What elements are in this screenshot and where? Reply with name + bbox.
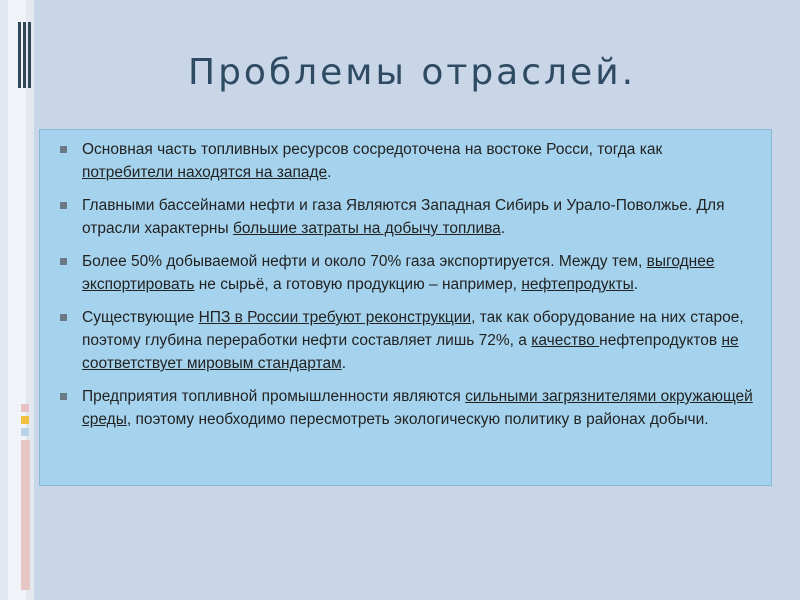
- bullet-text: .: [341, 355, 347, 372]
- bullet-item: [82, 306, 757, 375]
- decorative-color-block: [21, 440, 30, 590]
- content-box: [39, 129, 772, 486]
- decorative-bar: [23, 22, 26, 88]
- bullet-emphasis-text: выгоднее экспортировать: [82, 253, 715, 293]
- bullet-item: [82, 194, 757, 240]
- bullet-text: , поэтому необходимо пересмотреть экологическую политику в районах добычи.: [126, 411, 709, 428]
- bullet-list: [40, 130, 771, 431]
- slide-title: Проблемы отраслей.: [188, 52, 637, 93]
- bullet-marker-icon: [60, 146, 67, 153]
- bullet-text: .: [500, 220, 506, 237]
- bullet-item: [82, 138, 757, 184]
- bullet-text: Более 50% добываемой нефти и около 70% газа экспортируется. Между тем,: [82, 253, 647, 270]
- bullet-emphasis-text: нефтепродукты: [521, 276, 634, 293]
- bullet-item: [82, 385, 757, 431]
- bullet-text: .: [327, 164, 332, 181]
- decorative-square: [21, 416, 29, 424]
- bullet-marker-icon: [60, 202, 67, 209]
- bullet-text: Предприятия топливной промышленности являются: [82, 388, 466, 405]
- decorative-bars: [18, 22, 32, 88]
- bullet-text: не сырьё, а готовую продукцию – например,: [194, 276, 522, 293]
- bullet-item: [82, 250, 757, 296]
- bullet-marker-icon: [60, 258, 67, 265]
- bullet-text: .: [633, 276, 639, 293]
- decorative-bar: [18, 22, 21, 88]
- bullet-text: Основная часть топливных ресурсов сосредоточена на востоке Росси, тогда как: [82, 141, 663, 158]
- decorative-bar: [28, 22, 31, 88]
- bullet-text: , так как оборудование на них старое, поэтому глубина переработки нефти составляет лишь 72%, а: [82, 309, 744, 349]
- decorative-square: [21, 404, 29, 412]
- bullet-emphasis-text: качество: [531, 332, 600, 349]
- decorative-square: [21, 428, 29, 436]
- bullet-marker-icon: [60, 314, 67, 321]
- bullet-emphasis-text: потребители находятся на западе: [82, 164, 328, 181]
- bullet-text: Существующие: [82, 309, 199, 326]
- bullet-emphasis-text: сильными загрязнителями окружающей среды: [82, 388, 753, 428]
- bullet-text: нефтепродуктов: [599, 332, 722, 349]
- bullet-marker-icon: [60, 393, 67, 400]
- bullet-emphasis-text: большие затраты на добычу топлива: [232, 220, 501, 237]
- bullet-emphasis-text: не соответствует мировым стандартам: [82, 332, 739, 372]
- bullet-text: Главными бассейнами нефти и газа Являются Западная Сибирь и Урало-Поволжье. Для отрасли характерны: [82, 197, 725, 237]
- bullet-emphasis-text: НПЗ в России требуют реконструкции: [198, 309, 472, 326]
